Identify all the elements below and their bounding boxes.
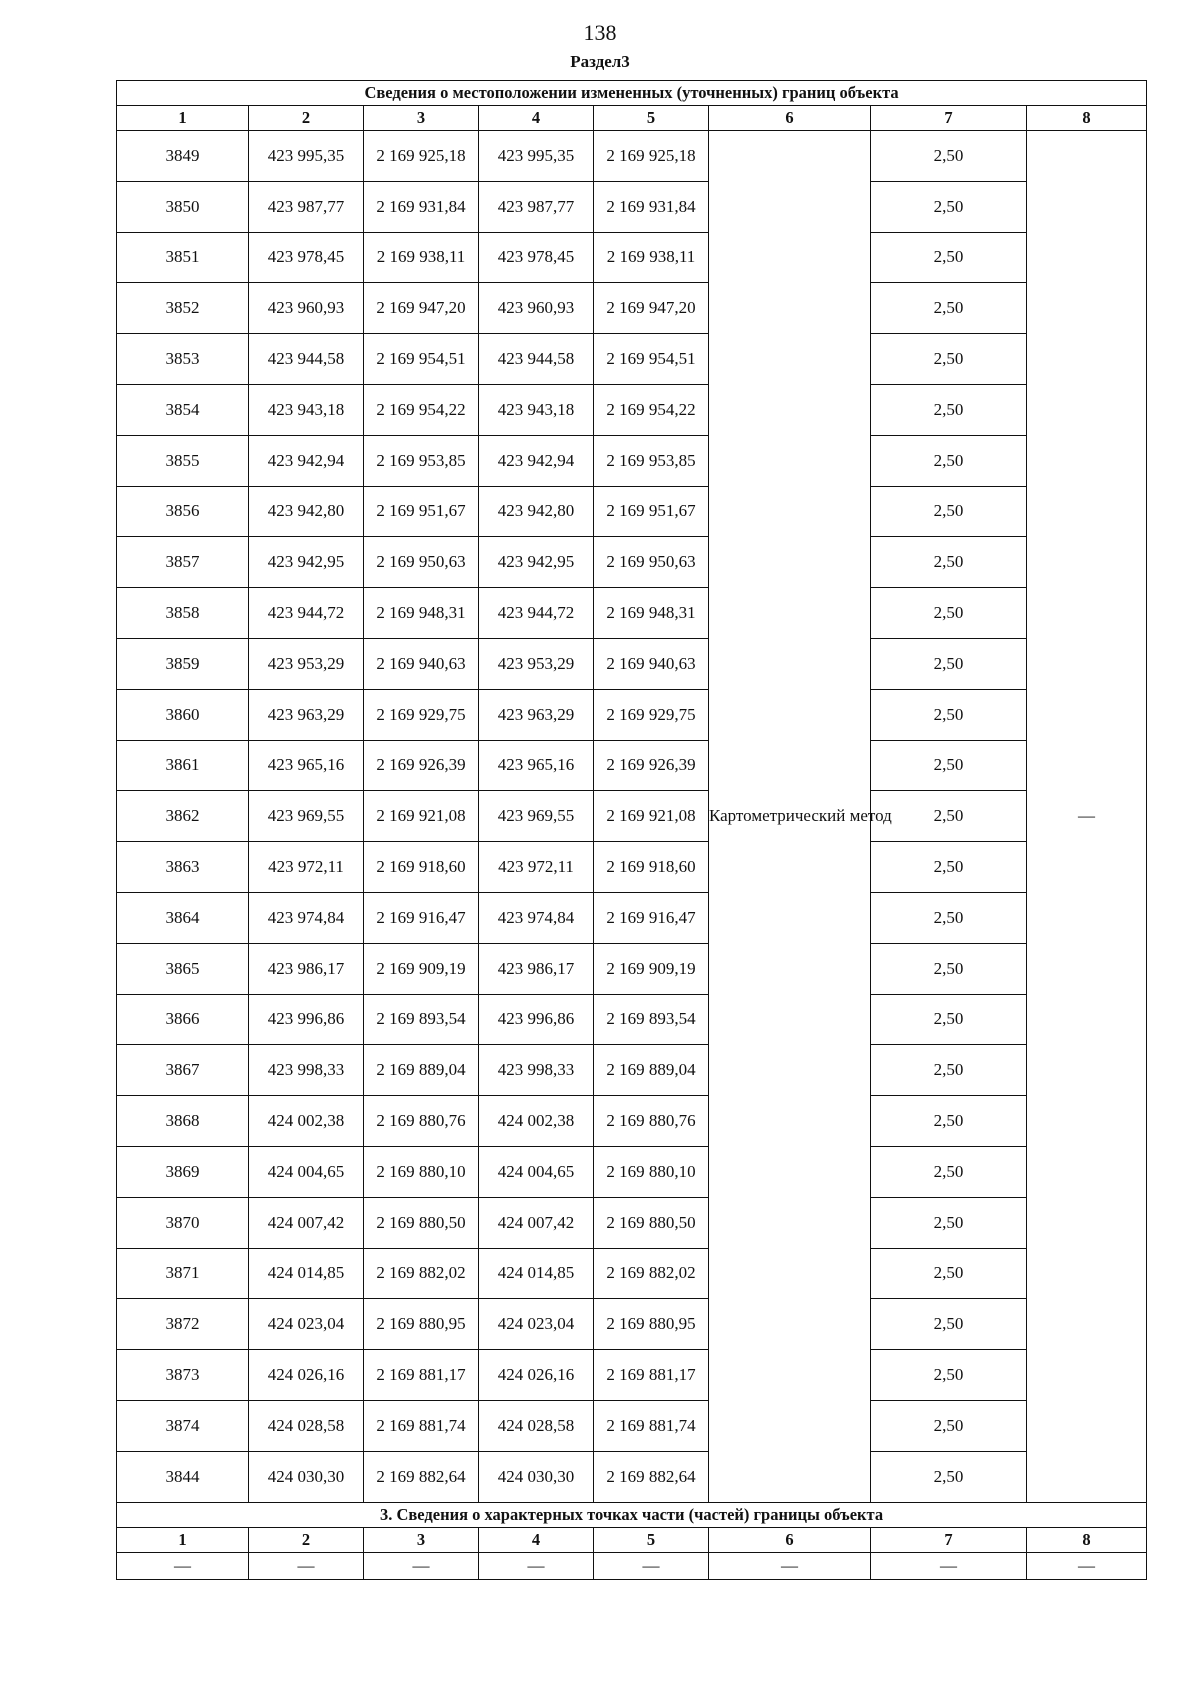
cell-precision: 2,50 xyxy=(871,994,1027,1045)
cell-x-old: 423 943,18 xyxy=(249,384,364,435)
cell-precision: 2,50 xyxy=(871,740,1027,791)
empty-cell: — xyxy=(364,1552,479,1579)
table-row xyxy=(117,1045,1147,1096)
cell-precision: 2,50 xyxy=(871,943,1027,994)
cell-y-new: 2 169 909,19 xyxy=(594,943,709,994)
table-row xyxy=(117,1146,1147,1197)
table-row xyxy=(117,283,1147,334)
cell-y-old: 2 169 918,60 xyxy=(364,842,479,893)
parts-empty-row xyxy=(117,1552,1147,1579)
cell-point: 3858 xyxy=(117,588,249,639)
cell-y-new: 2 169 938,11 xyxy=(594,232,709,283)
table-row xyxy=(117,1451,1147,1502)
table-row xyxy=(117,232,1147,283)
cell-y-new: 2 169 954,51 xyxy=(594,334,709,385)
column-number: 1 xyxy=(117,1527,249,1552)
cell-y-old: 2 169 882,02 xyxy=(364,1248,479,1299)
cell-x-new: 423 963,29 xyxy=(479,689,594,740)
cell-y-old: 2 169 925,18 xyxy=(364,131,479,182)
parts-caption: 3. Сведения о характерных точках части (частей) границы объекта xyxy=(117,1502,1147,1527)
cell-y-old: 2 169 940,63 xyxy=(364,638,479,689)
empty-cell: — xyxy=(709,1552,871,1579)
cell-precision: 2,50 xyxy=(871,1045,1027,1096)
cell-y-old: 2 169 881,74 xyxy=(364,1400,479,1451)
empty-cell: — xyxy=(1027,1552,1147,1579)
table-row xyxy=(117,1248,1147,1299)
column-number: 3 xyxy=(364,1527,479,1552)
table-row xyxy=(117,943,1147,994)
cell-x-old: 423 944,58 xyxy=(249,334,364,385)
cell-y-old: 2 169 909,19 xyxy=(364,943,479,994)
table-caption: Сведения о местоположении измененных (уточненных) границ объекта xyxy=(117,81,1147,106)
table-row xyxy=(117,638,1147,689)
table-row xyxy=(117,181,1147,232)
cell-precision: 2,50 xyxy=(871,384,1027,435)
column-number: 6 xyxy=(709,106,871,131)
cell-y-new: 2 169 882,02 xyxy=(594,1248,709,1299)
cell-point: 3864 xyxy=(117,892,249,943)
cell-precision: 2,50 xyxy=(871,892,1027,943)
column-number: 5 xyxy=(594,106,709,131)
column-number: 2 xyxy=(249,1527,364,1552)
coordinates-table xyxy=(116,80,1147,1580)
column-number: 1 xyxy=(117,106,249,131)
table-caption-row xyxy=(117,81,1147,106)
column-number: 7 xyxy=(871,1527,1027,1552)
cell-x-old: 424 026,16 xyxy=(249,1350,364,1401)
cell-x-new: 424 023,04 xyxy=(479,1299,594,1350)
cell-point: 3851 xyxy=(117,232,249,283)
cell-x-old: 423 986,17 xyxy=(249,943,364,994)
cell-y-old: 2 169 882,64 xyxy=(364,1451,479,1502)
cell-x-old: 423 978,45 xyxy=(249,232,364,283)
column-number: 8 xyxy=(1027,106,1147,131)
cell-precision: 2,50 xyxy=(871,1248,1027,1299)
column-number: 3 xyxy=(364,106,479,131)
cell-point: 3872 xyxy=(117,1299,249,1350)
section-title: Раздел3 xyxy=(570,52,630,71)
cell-point: 3868 xyxy=(117,1096,249,1147)
cell-y-old: 2 169 893,54 xyxy=(364,994,479,1045)
cell-x-new: 423 942,95 xyxy=(479,537,594,588)
cell-x-new: 423 996,86 xyxy=(479,994,594,1045)
cell-precision: 2,50 xyxy=(871,486,1027,537)
empty-cell: — xyxy=(117,1552,249,1579)
cell-point: 3871 xyxy=(117,1248,249,1299)
cell-y-old: 2 169 954,22 xyxy=(364,384,479,435)
cell-precision: 2,50 xyxy=(871,1197,1027,1248)
cell-y-new: 2 169 880,95 xyxy=(594,1299,709,1350)
cell-x-new: 423 987,77 xyxy=(479,181,594,232)
cell-x-old: 423 960,93 xyxy=(249,283,364,334)
column-number-row xyxy=(117,106,1147,131)
cell-x-new: 424 002,38 xyxy=(479,1096,594,1147)
cell-x-new: 423 944,72 xyxy=(479,588,594,639)
parts-caption-row xyxy=(117,1502,1147,1527)
cell-precision: 2,50 xyxy=(871,334,1027,385)
cell-x-new: 423 986,17 xyxy=(479,943,594,994)
cell-y-old: 2 169 938,11 xyxy=(364,232,479,283)
cell-x-new: 423 944,58 xyxy=(479,334,594,385)
table-body xyxy=(117,81,1147,1580)
table-row xyxy=(117,1400,1147,1451)
cell-precision: 2,50 xyxy=(871,588,1027,639)
cell-precision: 2,50 xyxy=(871,1350,1027,1401)
cell-x-old: 423 963,29 xyxy=(249,689,364,740)
cell-point: 3862 xyxy=(117,791,249,842)
cell-y-new: 2 169 881,17 xyxy=(594,1350,709,1401)
page-number: 138 xyxy=(583,20,617,45)
cell-x-new: 424 004,65 xyxy=(479,1146,594,1197)
cell-precision: 2,50 xyxy=(871,283,1027,334)
cell-y-new: 2 169 931,84 xyxy=(594,181,709,232)
cell-y-old: 2 169 889,04 xyxy=(364,1045,479,1096)
cell-y-new: 2 169 880,76 xyxy=(594,1096,709,1147)
cell-x-old: 423 944,72 xyxy=(249,588,364,639)
cell-point: 3870 xyxy=(117,1197,249,1248)
cell-point: 3844 xyxy=(117,1451,249,1502)
cell-y-new: 2 169 880,50 xyxy=(594,1197,709,1248)
cell-point: 3856 xyxy=(117,486,249,537)
column-number: 4 xyxy=(479,1527,594,1552)
cell-y-old: 2 169 948,31 xyxy=(364,588,479,639)
cell-y-new: 2 169 880,10 xyxy=(594,1146,709,1197)
cell-x-old: 423 942,94 xyxy=(249,435,364,486)
cell-x-new: 424 028,58 xyxy=(479,1400,594,1451)
table-row xyxy=(117,1197,1147,1248)
cell-point: 3873 xyxy=(117,1350,249,1401)
cell-precision: 2,50 xyxy=(871,638,1027,689)
cell-x-new: 423 943,18 xyxy=(479,384,594,435)
cell-y-new: 2 169 889,04 xyxy=(594,1045,709,1096)
table-row xyxy=(117,486,1147,537)
column-number: 6 xyxy=(709,1527,871,1552)
cell-x-old: 423 942,80 xyxy=(249,486,364,537)
cell-x-new: 423 972,11 xyxy=(479,842,594,893)
cell-x-old: 423 972,11 xyxy=(249,842,364,893)
cell-x-old: 424 030,30 xyxy=(249,1451,364,1502)
cell-precision: 2,50 xyxy=(871,1096,1027,1147)
cell-y-old: 2 169 880,95 xyxy=(364,1299,479,1350)
table-row xyxy=(117,689,1147,740)
cell-x-old: 423 969,55 xyxy=(249,791,364,842)
cell-point: 3869 xyxy=(117,1146,249,1197)
column8-cell: — xyxy=(1027,131,1147,1503)
cell-y-new: 2 169 881,74 xyxy=(594,1400,709,1451)
cell-precision: 2,50 xyxy=(871,791,1027,842)
cell-y-new: 2 169 929,75 xyxy=(594,689,709,740)
cell-x-new: 423 974,84 xyxy=(479,892,594,943)
method-cell: Картометрический метод xyxy=(709,131,871,1503)
cell-precision: 2,50 xyxy=(871,842,1027,893)
cell-y-old: 2 169 951,67 xyxy=(364,486,479,537)
table-row xyxy=(117,842,1147,893)
cell-y-new: 2 169 926,39 xyxy=(594,740,709,791)
cell-y-new: 2 169 918,60 xyxy=(594,842,709,893)
cell-y-old: 2 169 953,85 xyxy=(364,435,479,486)
cell-precision: 2,50 xyxy=(871,689,1027,740)
cell-precision: 2,50 xyxy=(871,537,1027,588)
cell-y-new: 2 169 925,18 xyxy=(594,131,709,182)
cell-point: 3863 xyxy=(117,842,249,893)
cell-y-old: 2 169 880,10 xyxy=(364,1146,479,1197)
cell-y-old: 2 169 881,17 xyxy=(364,1350,479,1401)
table-row xyxy=(117,1096,1147,1147)
cell-y-old: 2 169 929,75 xyxy=(364,689,479,740)
cell-y-old: 2 169 916,47 xyxy=(364,892,479,943)
cell-y-new: 2 169 921,08 xyxy=(594,791,709,842)
cell-y-old: 2 169 954,51 xyxy=(364,334,479,385)
cell-point: 3861 xyxy=(117,740,249,791)
column-number: 8 xyxy=(1027,1527,1147,1552)
cell-y-old: 2 169 931,84 xyxy=(364,181,479,232)
cell-x-new: 423 960,93 xyxy=(479,283,594,334)
table-row xyxy=(117,588,1147,639)
cell-x-old: 423 998,33 xyxy=(249,1045,364,1096)
cell-point: 3857 xyxy=(117,537,249,588)
cell-x-old: 424 023,04 xyxy=(249,1299,364,1350)
cell-point: 3852 xyxy=(117,283,249,334)
cell-x-old: 423 965,16 xyxy=(249,740,364,791)
cell-y-new: 2 169 948,31 xyxy=(594,588,709,639)
cell-x-new: 424 014,85 xyxy=(479,1248,594,1299)
cell-x-old: 423 974,84 xyxy=(249,892,364,943)
cell-y-new: 2 169 951,67 xyxy=(594,486,709,537)
cell-x-old: 423 996,86 xyxy=(249,994,364,1045)
cell-x-new: 423 953,29 xyxy=(479,638,594,689)
cell-y-new: 2 169 954,22 xyxy=(594,384,709,435)
cell-x-new: 424 026,16 xyxy=(479,1350,594,1401)
table-row xyxy=(117,537,1147,588)
cell-point: 3859 xyxy=(117,638,249,689)
cell-point: 3867 xyxy=(117,1045,249,1096)
table-row xyxy=(117,791,1147,842)
table-row xyxy=(117,1350,1147,1401)
cell-point: 3850 xyxy=(117,181,249,232)
cell-y-new: 2 169 950,63 xyxy=(594,537,709,588)
cell-x-old: 424 007,42 xyxy=(249,1197,364,1248)
cell-point: 3874 xyxy=(117,1400,249,1451)
cell-precision: 2,50 xyxy=(871,1146,1027,1197)
cell-precision: 2,50 xyxy=(871,435,1027,486)
table-row xyxy=(117,892,1147,943)
table-row xyxy=(117,435,1147,486)
column-number: 5 xyxy=(594,1527,709,1552)
cell-precision: 2,50 xyxy=(871,1400,1027,1451)
table-row xyxy=(117,740,1147,791)
table-row xyxy=(117,384,1147,435)
cell-x-old: 423 987,77 xyxy=(249,181,364,232)
empty-cell: — xyxy=(479,1552,594,1579)
cell-y-old: 2 169 880,76 xyxy=(364,1096,479,1147)
cell-y-new: 2 169 893,54 xyxy=(594,994,709,1045)
cell-precision: 2,50 xyxy=(871,181,1027,232)
column-number: 4 xyxy=(479,106,594,131)
parts-column-number-row xyxy=(117,1527,1147,1552)
cell-y-new: 2 169 940,63 xyxy=(594,638,709,689)
cell-x-old: 423 995,35 xyxy=(249,131,364,182)
cell-y-new: 2 169 953,85 xyxy=(594,435,709,486)
cell-x-new: 423 942,94 xyxy=(479,435,594,486)
cell-precision: 2,50 xyxy=(871,131,1027,182)
cell-x-old: 424 028,58 xyxy=(249,1400,364,1451)
cell-x-new: 423 969,55 xyxy=(479,791,594,842)
cell-x-new: 423 942,80 xyxy=(479,486,594,537)
cell-point: 3849 xyxy=(117,131,249,182)
cell-precision: 2,50 xyxy=(871,232,1027,283)
cell-point: 3855 xyxy=(117,435,249,486)
cell-point: 3866 xyxy=(117,994,249,1045)
cell-y-old: 2 169 947,20 xyxy=(364,283,479,334)
cell-x-old: 424 002,38 xyxy=(249,1096,364,1147)
cell-y-new: 2 169 916,47 xyxy=(594,892,709,943)
cell-x-old: 424 014,85 xyxy=(249,1248,364,1299)
table-row xyxy=(117,1299,1147,1350)
empty-cell: — xyxy=(249,1552,364,1579)
cell-x-new: 424 030,30 xyxy=(479,1451,594,1502)
cell-y-new: 2 169 947,20 xyxy=(594,283,709,334)
cell-x-old: 423 942,95 xyxy=(249,537,364,588)
cell-point: 3860 xyxy=(117,689,249,740)
cell-y-old: 2 169 880,50 xyxy=(364,1197,479,1248)
empty-cell: — xyxy=(871,1552,1027,1579)
cell-x-new: 423 998,33 xyxy=(479,1045,594,1096)
cell-x-old: 423 953,29 xyxy=(249,638,364,689)
cell-precision: 2,50 xyxy=(871,1299,1027,1350)
cell-y-old: 2 169 921,08 xyxy=(364,791,479,842)
table-row xyxy=(117,994,1147,1045)
cell-point: 3854 xyxy=(117,384,249,435)
cell-y-old: 2 169 950,63 xyxy=(364,537,479,588)
table-row xyxy=(117,334,1147,385)
table-row xyxy=(117,131,1147,182)
cell-y-new: 2 169 882,64 xyxy=(594,1451,709,1502)
column-number: 2 xyxy=(249,106,364,131)
cell-x-old: 424 004,65 xyxy=(249,1146,364,1197)
cell-y-old: 2 169 926,39 xyxy=(364,740,479,791)
column-number: 7 xyxy=(871,106,1027,131)
cell-x-new: 423 965,16 xyxy=(479,740,594,791)
cell-x-new: 424 007,42 xyxy=(479,1197,594,1248)
empty-cell: — xyxy=(594,1552,709,1579)
cell-precision: 2,50 xyxy=(871,1451,1027,1502)
cell-x-new: 423 995,35 xyxy=(479,131,594,182)
cell-point: 3865 xyxy=(117,943,249,994)
cell-x-new: 423 978,45 xyxy=(479,232,594,283)
cell-point: 3853 xyxy=(117,334,249,385)
